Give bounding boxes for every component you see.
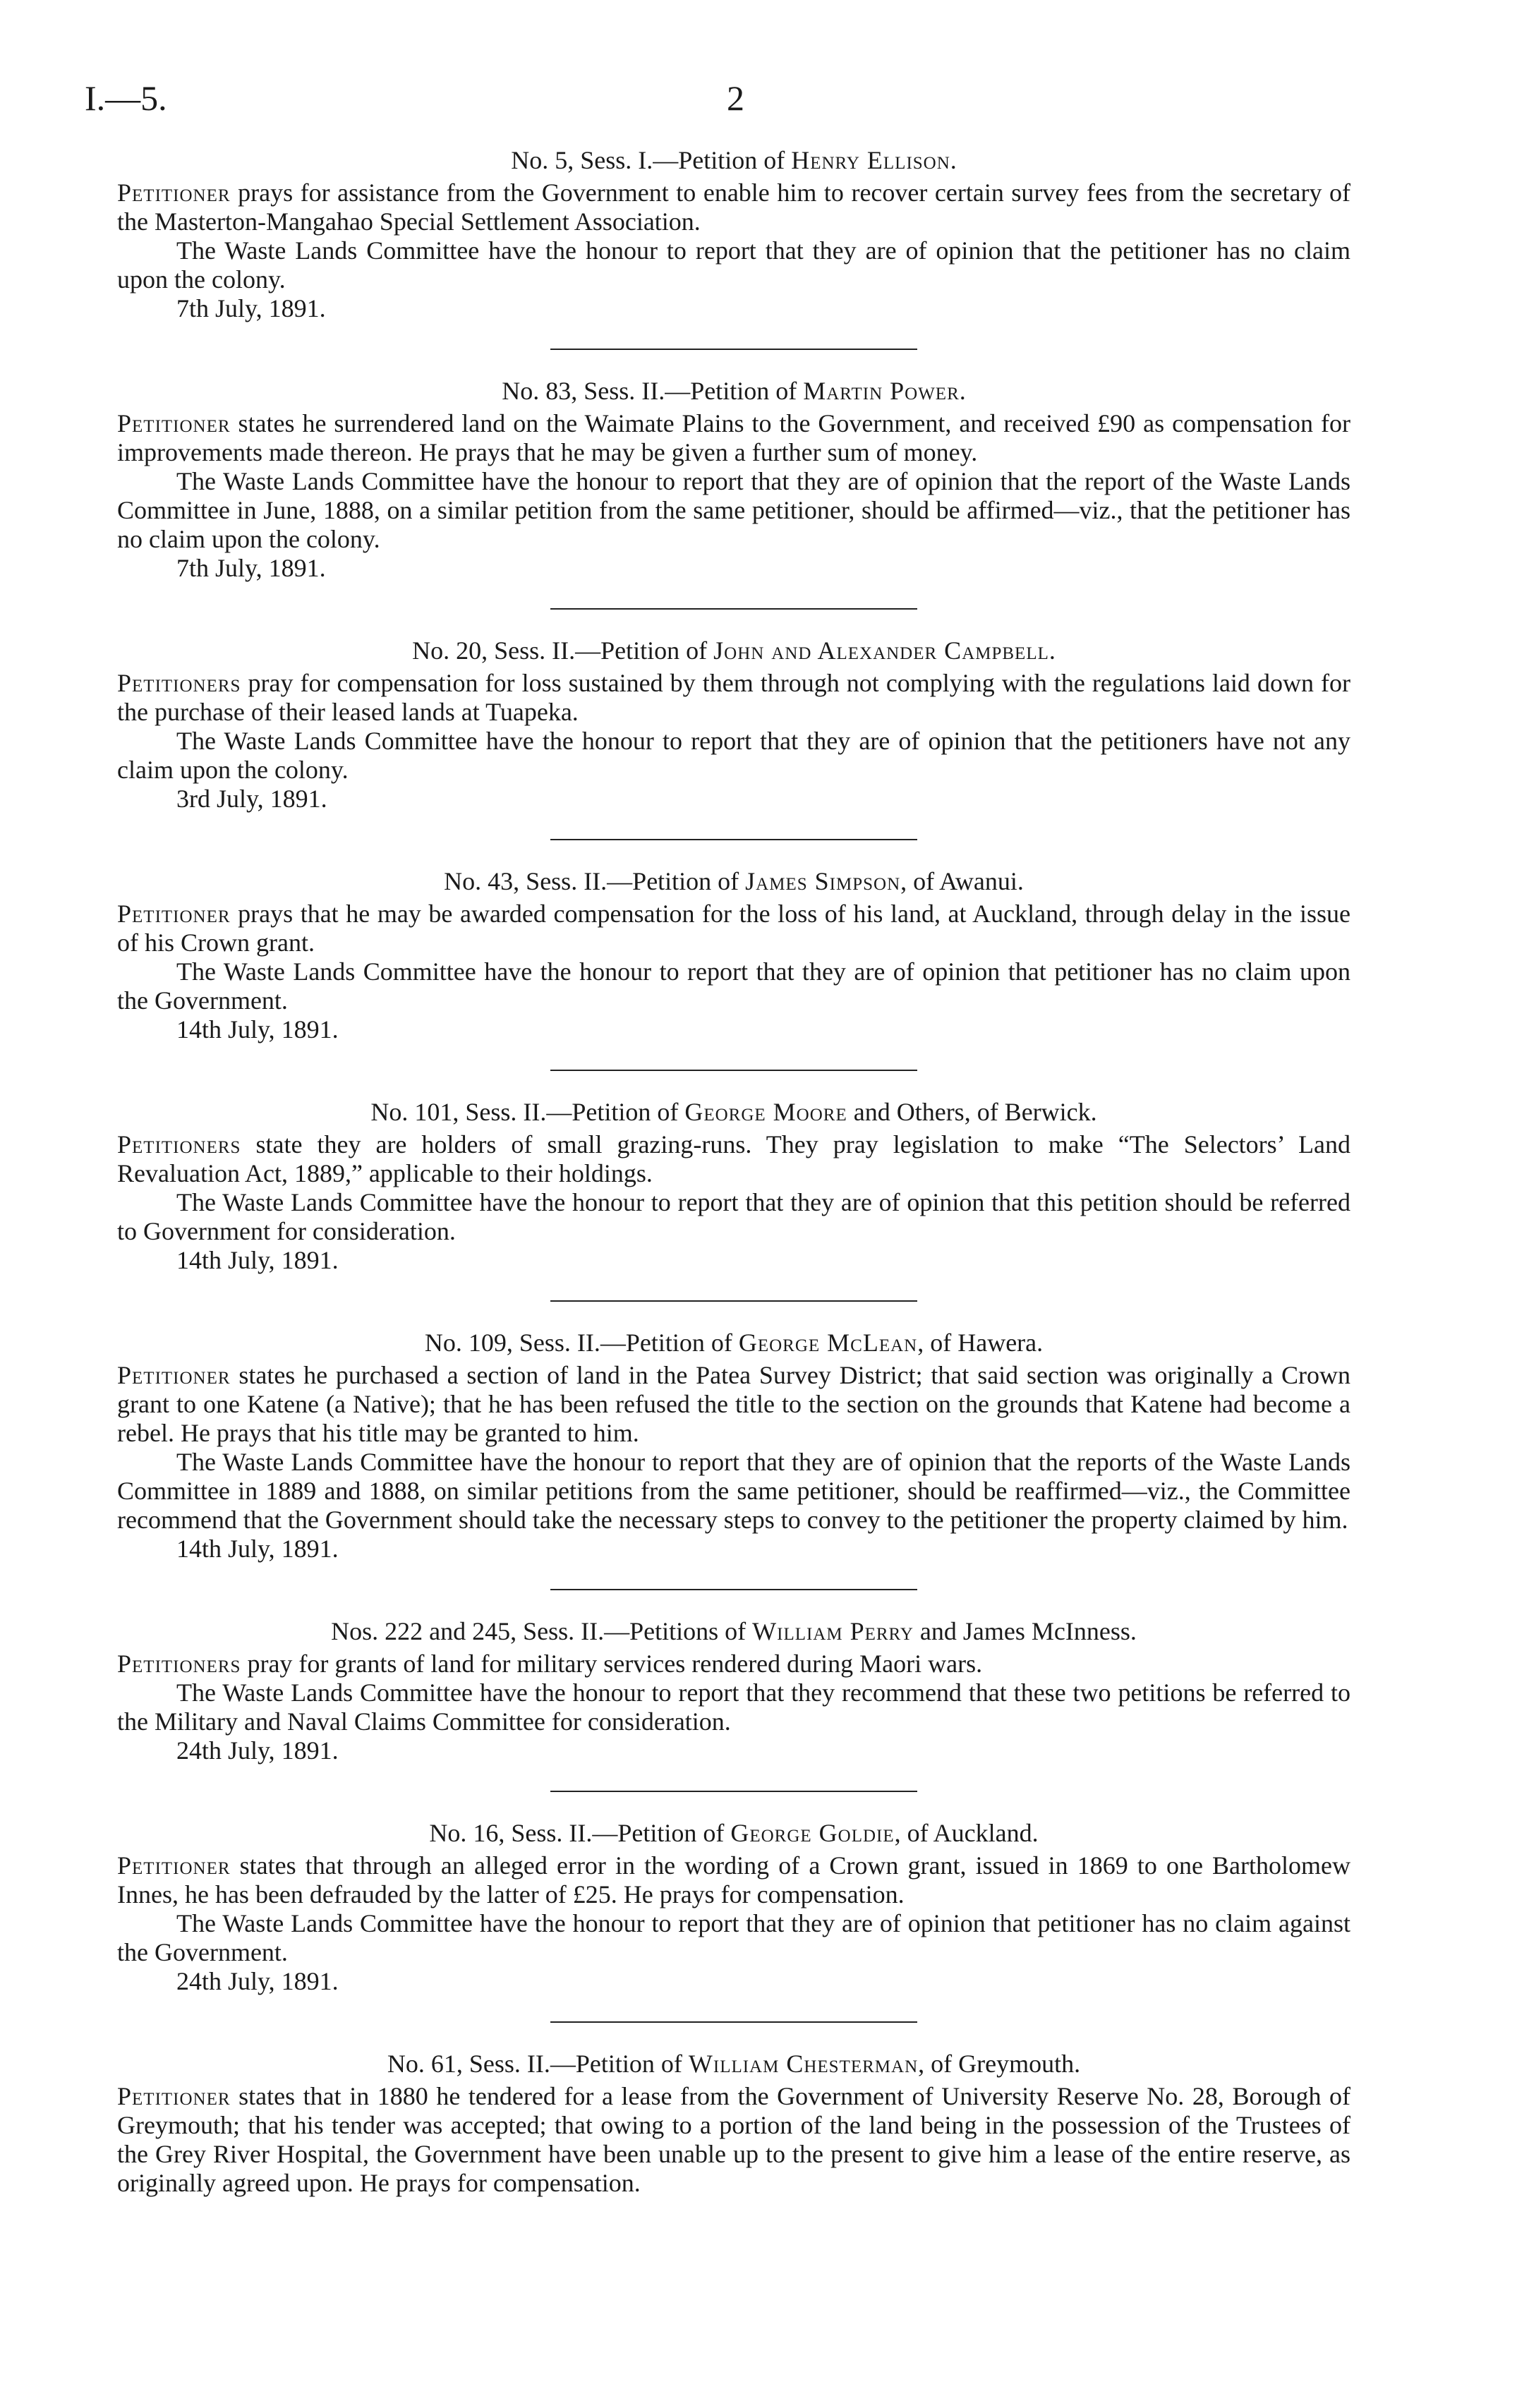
petition-text: Petitioner states that through an alleged error in the wording of a Crown grant, issued in 1869 to one Bartholomew Innes, he has been defrauded by the latter of £25. He prays for compensation. <box>117 1851 1350 1908</box>
petition-entry <box>117 1327 1350 1563</box>
report-date: 7th July, 1891. <box>176 294 326 322</box>
petition-entry <box>117 2048 1350 2198</box>
petition-text: Petitioners pray for grants of land for military services rendered during Maori wars. <box>117 1650 983 1678</box>
petition-text: Petitioner states he purchased a section of land in the Patea Survey District; that said section was originally a Crown grant to one Katene (a Native); that he has been refused the title to the section on the grounds that Katene had become a rebel. He prays that his title may be granted to him. <box>117 1361 1350 1447</box>
page-number: 2 <box>727 78 744 118</box>
page-reference: I.—5. <box>85 78 167 118</box>
report-date: 24th July, 1891. <box>176 1736 339 1765</box>
petition-text: Petitioner states he surrendered land on the Waimate Plains to the Government, and received £90 as compensation for improvements made thereon. He prays that he may be given a further sum of money. <box>117 409 1350 466</box>
petition-heading: No. 61, Sess. II.—Petition of William Chesterman, of Greymouth. <box>387 2050 1081 2078</box>
petition-heading: No. 101, Sess. II.—Petition of George Moore and Others, of Berwick. <box>370 1098 1097 1126</box>
petition-entry <box>117 1096 1350 1275</box>
committee-report: The Waste Lands Committee have the honour to report that they are of opinion that the petitioners have not any claim upon the colony. <box>117 727 1350 784</box>
report-date: 24th July, 1891. <box>176 1967 339 1995</box>
report-date: 14th July, 1891. <box>176 1015 339 1043</box>
section-divider <box>550 1300 917 1302</box>
report-date: 7th July, 1891. <box>176 554 326 582</box>
petition-heading: No. 5, Sess. I.—Petition of Henry Ellison. <box>511 146 957 174</box>
petition-text: Petitioner prays that he may be awarded compensation for the loss of his land, at Auckland, through delay in the issue of his Crown grant. <box>117 900 1350 957</box>
petition-entry <box>117 145 1350 323</box>
section-divider <box>550 1070 917 1071</box>
section-divider <box>550 349 917 350</box>
petition-entry <box>117 375 1350 583</box>
petition-text: Petitioner states that in 1880 he tendered for a lease from the Government of University Reserve No. 28, Borough of Greymouth; that his tender was accepted; that owing to a portion of the land being in the possession of the Trustees of the Grey River Hospital, the Government have been unable up to the present to give him a lease of the entire reserve, as originally agreed upon. He prays for compensation. <box>117 2082 1350 2197</box>
petition-heading: Nos. 222 and 245, Sess. II.—Petitions of William Perry and James McInness. <box>331 1617 1137 1645</box>
petition-text: Petitioners state they are holders of small grazing-runs. They pray legislation to make “The Selectors’ Land Revaluation Act, 1889,” applicable to their holdings. <box>117 1130 1350 1187</box>
committee-report: The Waste Lands Committee have the honour to report that they are of opinion that petitioner has no claim upon the Government. <box>117 957 1350 1015</box>
petition-heading: No. 43, Sess. II.—Petition of James Simpson, of Awanui. <box>444 867 1024 895</box>
committee-report: The Waste Lands Committee have the honour to report that they are of opinion that the report of the Waste Lands Committee in June, 1888, on a similar petition from the same petitioner, should be affirmed—viz., that the petitioner has no claim upon the colony. <box>117 467 1350 553</box>
petition-entry <box>117 635 1350 813</box>
petition-heading: No. 20, Sess. II.—Petition of John and Alexander Campbell. <box>412 636 1056 665</box>
petitions-list <box>117 145 1350 2198</box>
section-divider <box>550 2021 917 2023</box>
report-date: 3rd July, 1891. <box>176 785 327 813</box>
committee-report: The Waste Lands Committee have the honour to report that they are of opinion that the reports of the Waste Lands Committee in 1889 and 1888, on similar petitions from the same petitioner, should be reaffirmed—viz., the Committee recommend that the Government should take the necessary steps to convey to the petitioner the property claimed by him. <box>117 1448 1350 1534</box>
petition-heading: No. 83, Sess. II.—Petition of Martin Power. <box>502 377 966 405</box>
committee-report: The Waste Lands Committee have the honour to report that they recommend that these two petitions be referred to the Military and Naval Claims Committee for consideration. <box>117 1678 1350 1736</box>
petition-entry <box>117 1616 1350 1765</box>
petition-text: Petitioner prays for assistance from the Government to enable him to recover certain survey fees from the secretary of the Masterton-Mangahao Special Settlement Association. <box>117 179 1350 236</box>
petition-heading: No. 109, Sess. II.—Petition of George McLean, of Hawera. <box>424 1329 1044 1357</box>
committee-report: The Waste Lands Committee have the honour to report that they are of opinion that the petitioner has no claim upon the colony. <box>117 236 1350 294</box>
petition-heading: No. 16, Sess. II.—Petition of George Goldie, of Auckland. <box>429 1819 1039 1847</box>
committee-report: The Waste Lands Committee have the honour to report that they are of opinion that petitioner has no claim against the Government. <box>117 1909 1350 1966</box>
petition-entry <box>117 1817 1350 1996</box>
report-date: 14th July, 1891. <box>176 1535 339 1563</box>
section-divider <box>550 839 917 840</box>
section-divider <box>550 608 917 610</box>
report-date: 14th July, 1891. <box>176 1246 339 1274</box>
petition-text: Petitioners pray for compensation for loss sustained by them through not complying with the regulations laid down for the purchase of their leased lands at Tuapeka. <box>117 669 1350 726</box>
section-divider <box>550 1791 917 1792</box>
section-divider <box>550 1589 917 1590</box>
committee-report: The Waste Lands Committee have the honour to report that they are of opinion that this petition should be referred to Government for consideration. <box>117 1188 1350 1245</box>
petition-entry <box>117 866 1350 1044</box>
